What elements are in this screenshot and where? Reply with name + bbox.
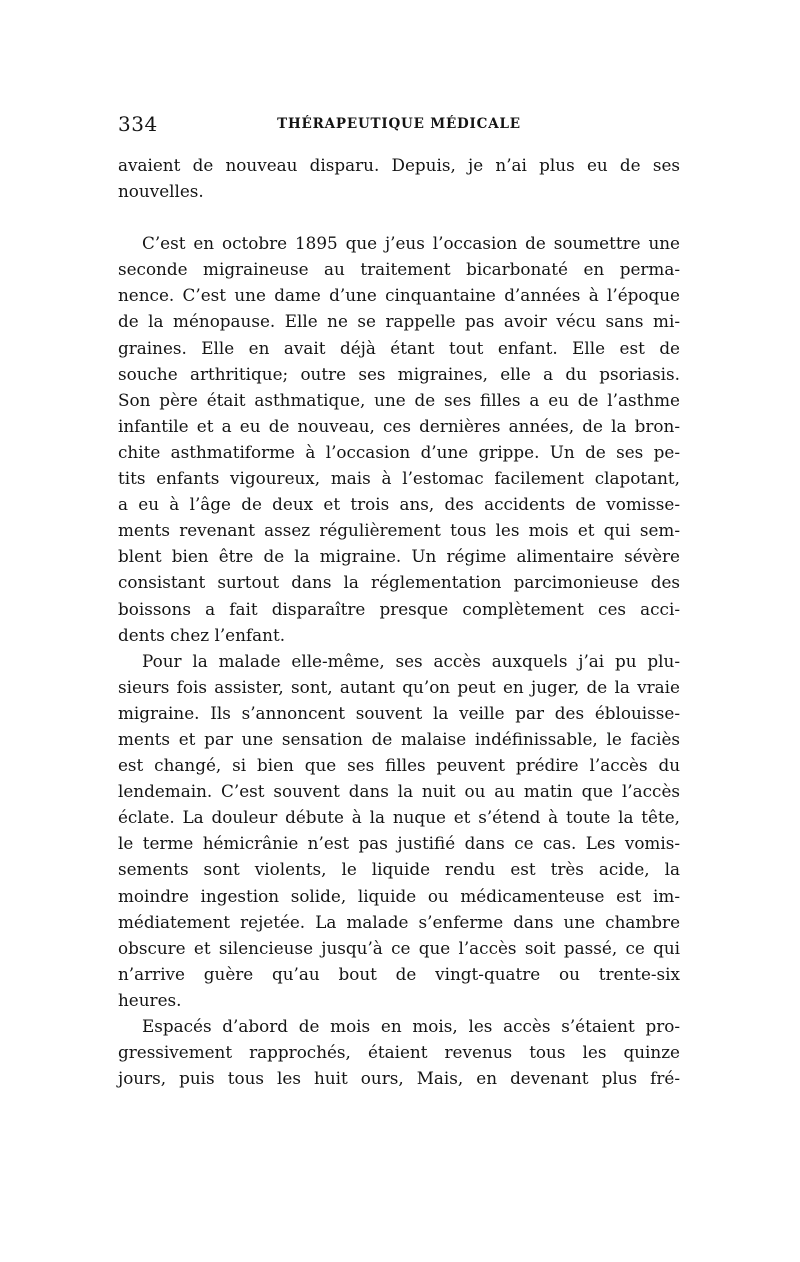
text-line: avaient de nouveau disparu. Depuis, je n’ai plus eu de ses bbox=[118, 155, 680, 175]
text-line: le terme hémicrânie n’est pas justifié dans ce cas. Les vomis- bbox=[118, 833, 680, 854]
text-line: Son père était asthmatique, une de ses filles a eu de l’asthme bbox=[118, 389, 680, 410]
running-title: THÉRAPEUTIQUE MÉDICALE bbox=[277, 116, 521, 132]
text-line: est changé, si bien que ses filles peuvent prédire l’accès du bbox=[118, 755, 680, 776]
text-line: lendemain. C’est souvent dans la nuit ou au matin que l’accès bbox=[118, 781, 680, 802]
text-line: chite asthmatiforme à l’occasion d’une grippe. Un de ses pe- bbox=[118, 441, 680, 462]
text-line: Pour la malade elle-même, ses accès auxquels j’ai pu plu- bbox=[142, 650, 680, 671]
text-line: éclate. La douleur débute à la nuque et s’étend à toute la tête, bbox=[118, 807, 680, 828]
text-line: obscure et silencieuse jusqu’à ce que l’accès soit passé, ce qui bbox=[118, 937, 680, 958]
text-line: Espacés d’abord de mois en mois, les accès s’étaient pro- bbox=[142, 1016, 680, 1036]
text-line: nence. C’est une dame d’une cinquantaine d’années à l’époque bbox=[118, 285, 680, 306]
text-line: jours, puis tous les huit ours, Mais, en devenant plus fré- bbox=[118, 1068, 680, 1089]
text-line: ments revenant assez régulièrement tous les mois et qui sem- bbox=[118, 520, 680, 541]
text-line: graines. Elle en avait déjà étant tout enfant. Elle est de bbox=[118, 337, 680, 358]
text-line: ments et par une sensation de malaise indéfinissable, le faciès bbox=[118, 728, 680, 749]
text-line: C’est en octobre 1895 que j’eus l’occasion de soumettre une bbox=[142, 233, 680, 254]
text-line: n’arrive guère qu’au bout de vingt-quatre ou trente-six bbox=[118, 963, 680, 984]
paragraph bbox=[118, 230, 680, 648]
page-header bbox=[118, 112, 680, 136]
text-line: migraine. Ils s’annoncent souvent la veille par des éblouisse- bbox=[118, 702, 680, 723]
body-text bbox=[118, 152, 680, 1091]
text-line: médiatement rejetée. La malade s’enferme dans une chambre bbox=[118, 911, 680, 932]
text-line: dents chez l’enfant. bbox=[118, 624, 286, 645]
text-line: nouvelles. bbox=[118, 181, 204, 202]
text-line: a eu à l’âge de deux et trois ans, des accidents de vomisse- bbox=[118, 494, 680, 515]
text-line: infantile et a eu de nouveau, ces dernières années, de la bron- bbox=[118, 415, 680, 436]
paragraph bbox=[118, 152, 680, 204]
text-line: sements sont violents, le liquide rendu est très acide, la bbox=[118, 859, 680, 880]
paragraph bbox=[118, 1013, 680, 1091]
page-number: 334 bbox=[118, 112, 158, 136]
text-line: consistant surtout dans la réglementation parcimonieuse des bbox=[118, 572, 680, 593]
text-line: souche arthritique; outre ses migraines, elle a du psoriasis. bbox=[118, 363, 680, 384]
text-line: tits enfants vigoureux, mais à l’estomac facilement clapotant, bbox=[118, 468, 680, 489]
paragraph-gap bbox=[118, 204, 680, 230]
text-line: seconde migraineuse au traitement bicarbonaté en perma- bbox=[118, 259, 680, 280]
text-line: heures. bbox=[118, 989, 182, 1010]
text-line: gressivement rapprochés, étaient revenus tous les quinze bbox=[118, 1042, 680, 1063]
paragraph bbox=[118, 648, 680, 1013]
text-line: sieurs fois assister, sont, autant qu’on peut en juger, de la vraie bbox=[118, 676, 680, 697]
text-line: moindre ingestion solide, liquide ou médicamenteuse est im- bbox=[118, 885, 680, 906]
text-line: blent bien être de la migraine. Un régime alimentaire sévère bbox=[118, 546, 680, 567]
text-line: de la ménopause. Elle ne se rappelle pas avoir vécu sans mi- bbox=[118, 311, 680, 332]
text-line: boissons a fait disparaître presque complètement ces acci- bbox=[118, 598, 680, 619]
